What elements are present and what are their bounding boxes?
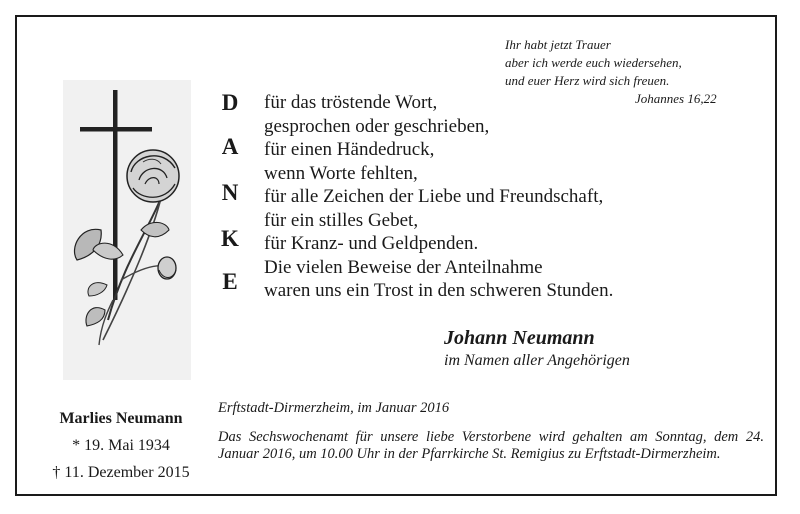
thanks-line: wenn Worte fehlten, [264, 162, 418, 184]
thanks-text [264, 91, 613, 303]
thanks-line: waren uns ein Trost in den schweren Stunden. [264, 280, 614, 301]
thanks-line: gesprochen oder geschrieben, [264, 115, 490, 137]
thanks-line: für das tröstende Wort, [264, 92, 438, 113]
signature-block [444, 327, 630, 370]
thanks-line: für einen Händedruck, [264, 139, 435, 160]
death-date: † 11. Dezember 2015 [52, 464, 190, 481]
thanks-line: für alle Zeichen der Liebe und Freundschaft, [264, 186, 604, 207]
memorial-notice [218, 400, 764, 463]
deceased-name: Marlies Neumann [59, 410, 183, 427]
place-date: Erftstadt-Dirmerzheim, im Januar 2016 [218, 400, 450, 416]
thanks-line: für ein stilles Gebet, [264, 209, 419, 231]
birth-date: * 19. Mai 1934 [72, 437, 170, 454]
acrostic-letter: A [221, 134, 239, 159]
quote-line: aber ich werde euch wiedersehen, [505, 55, 682, 70]
thanks-line: Die vielen Beweise der Anteilnahme [264, 256, 543, 278]
quote-reference: Johannes 16,22 [635, 91, 717, 106]
acrostic-letter: D [221, 90, 239, 115]
signer-subtitle: im Namen aller Angehörigen [444, 352, 630, 369]
quote-line: Ihr habt jetzt Trauer [505, 37, 611, 52]
cross-with-rose-icon [63, 80, 191, 380]
thanks-line: für Kranz- und Geldpenden. [264, 233, 479, 254]
quote-line: und euer Herz wird sich freuen. [505, 73, 670, 88]
deceased-info [28, 405, 214, 486]
acrostic-letter: K [221, 226, 239, 251]
signer-name: Johann Neumann [444, 327, 595, 349]
acrostic-letter: N [221, 180, 239, 205]
bible-quote [505, 36, 745, 106]
service-details: Das Sechswochenamt für unsere liebe Verstorbene wird gehalten am Sonntag, dem 24. Januar 2016, um 10.00 Uhr in der Pfarrkirche St. Remigius zu Erftstadt-Dirmerzheim. [218, 429, 764, 462]
acrostic-letter: E [222, 269, 238, 294]
